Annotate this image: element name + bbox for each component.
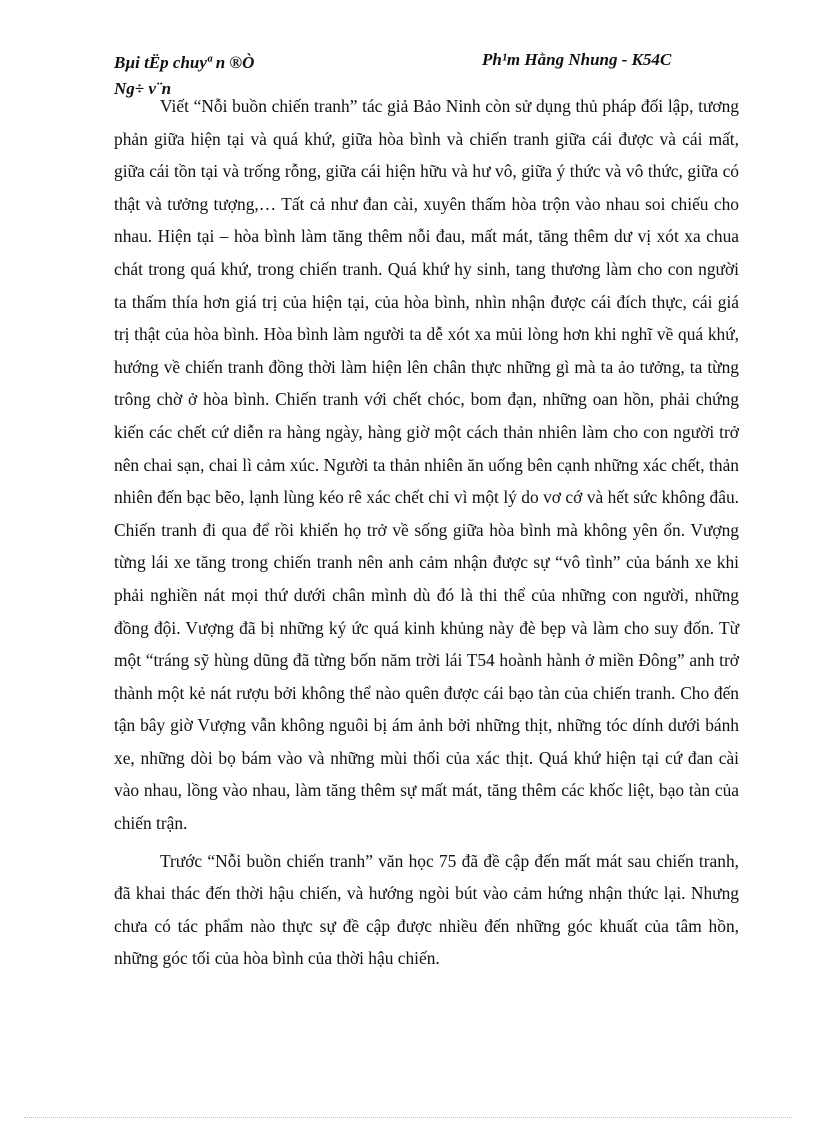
header-subject: Ng÷ v¨n [114,79,172,98]
paragraph-1: Viết “Nỗi buồn chiến tranh” tác giả Bảo Ninh còn sử dụng thủ pháp đối lập, tương phản giữa hiện tại và quá khứ, giữa hòa bình và chiến tranh giữa cái được và cái mất, giữa cái tồn tại và trống rỗng, giữa cái hiện hữu và hư vô, giữa ý thức và vô thức, giữa có thật và tưởng tượng,… Tất cả như đan cài, xuyên thấm hòa trộn vào nhau soi chiếu cho nhau. Hiện tại – hòa bình làm tăng thêm nỗi đau, mất mát, tăng thêm dư vị xót xa chua chát trong quá khứ, trong chiến tranh. Quá khứ hy sinh, tang thương làm cho con người ta thấm thía hơn giá trị của hiện tại, của hòa bình, nhìn nhận được cái đích thực, cái giá trị thật của hòa bình. Hòa bình làm người ta dễ xót xa mủi lòng hơn khi nghĩ về quá khứ, hướng về chiến tranh đồng thời làm hiện lên chân thực những gì mà ta ảo tưởng, ta từng trông chờ ở hòa bình. Chiến tranh với chết chóc, bom đạn, những oan hồn, phải chứng kiến các chết cứ diễn ra hàng ngày, hàng giờ một cách thản nhiên làm cho con người trở nên chai sạn, chai lì cảm xúc. Người ta thản nhiên ăn uống bên cạnh những xác chết, thản nhiên đến bạc bẽo, lạnh lùng kéo rê xác chết chỉ vì một lý do vơ cớ và hết sức không đâu. Chiến tranh đi qua để rồi khiến họ trở về sống giữa hòa bình mà không yên ổn. Vượng từng lái xe tăng trong chiến tranh nên anh cảm nhận được sự “vô tình” của bánh xe khi phải nghiền nát mọi thứ dưới chân mình dù đó là thi thể của những con người, những đồng đội. Vượng đã bị những ký ức quá kinh khủng này đè bẹp và làm cho suy đốn. Từ một “tráng sỹ hùng dũng đã từng bốn năm trời lái T54 hoành hành ở miền Đông” anh trở thành một kẻ nát rượu bởi không thể nào quên được cái bạo tàn của chiến tranh. Cho đến tận bây giờ Vượng vẫn không nguôi bị ám ảnh bởi những thịt, những tóc dính dưới bánh xe, những dòi bọ bám vào và những mùi thối của xác thịt. Quá khứ hiện tại cứ đan cài vào nhau, lồng vào nhau, làm tăng thêm sự mất mát, tăng thêm các khốc liệt, bạo tàn của chiến trận. [114,96,739,834]
page-bottom-divider [24,1117,792,1118]
document-body [114,90,739,975]
header-author: Ph¹m Hằng Nhung - K54C [482,50,672,69]
header-course-title: Bµi tËp chuyª n ®Ò [114,53,255,72]
paragraph-2: Trước “Nỗi buồn chiến tranh” văn học 75 đã đề cập đến mất mát sau chiến tranh, đã khai thác đến thời hậu chiến, và hướng ngòi bút vào cảm hứng nhận thức lại. Nhưng chưa có tác phẩm nào thực sự đề cập được nhiều đến những góc khuất của tâm hồn, những góc tối của hòa bình của thời hậu chiến. [114,850,739,969]
